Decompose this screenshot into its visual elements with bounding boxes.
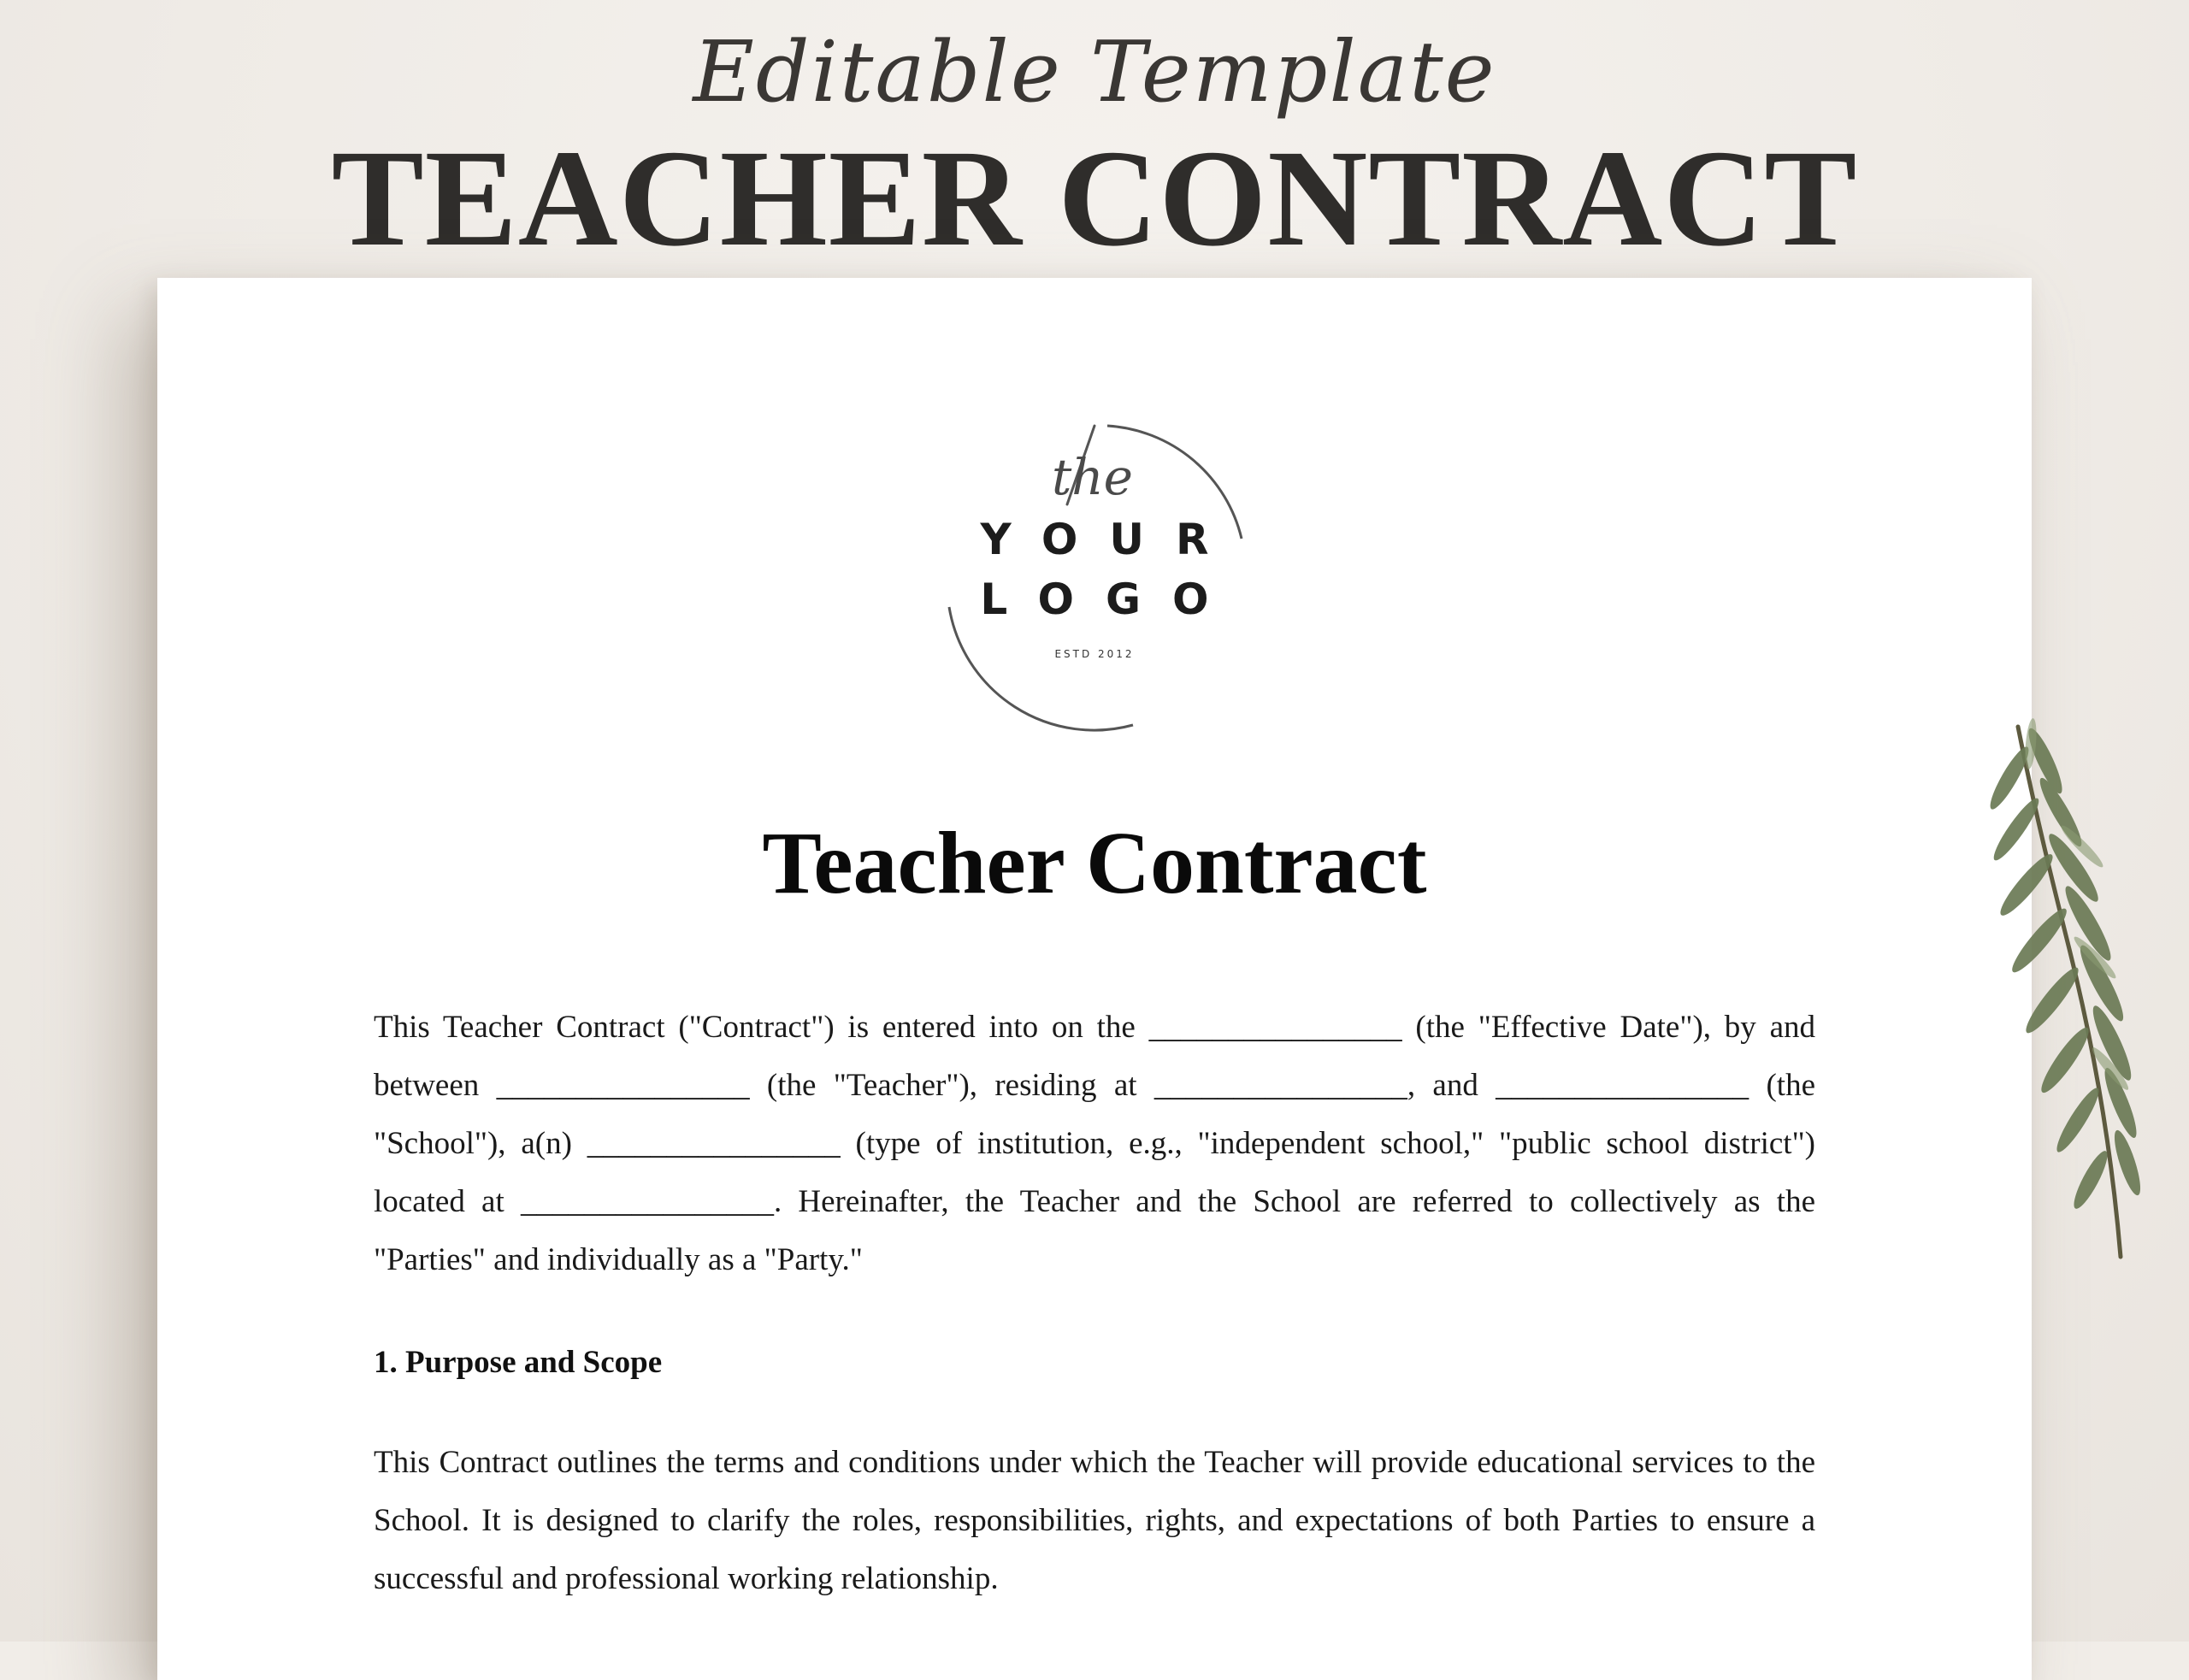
section-paragraph: This Contract outlines the terms and conditions under which the Teacher will provide educational services to the School. It is designed to clarify the roles, responsibilities, rights, and expectations of both Parties to ensure a successful and professional working relationship. <box>374 1445 1815 1596</box>
logo <box>923 410 1266 744</box>
logo-line-logo: LOGO <box>980 575 1241 624</box>
script-heading: Editable Template <box>693 24 1496 121</box>
document-title: Teacher Contract <box>762 814 1427 912</box>
logo-line-your: YOUR <box>980 515 1241 564</box>
intro-paragraph: This Teacher Contract ("Contract") is entered into on the ________________ (the "Effective Date"), by and between ________________ (the "Teacher"), residing at ________________, and ________________ (the "School"), a(n) ________________ (type of institution, e.g., "independent school," "public school district") located at ________________. Hereinafter, the Teacher and the School are referred to collectively as the "Parties" and individually as a "Party." <box>374 1010 1815 1277</box>
rosemary-sprig-icon <box>1967 710 2189 1291</box>
logo-script-the: the <box>1052 448 1133 506</box>
main-heading: TEACHER CONTRACT <box>331 122 1858 275</box>
section-heading: 1. Purpose and Scope <box>374 1345 663 1380</box>
logo-estd: ESTD 2012 <box>1054 648 1135 660</box>
